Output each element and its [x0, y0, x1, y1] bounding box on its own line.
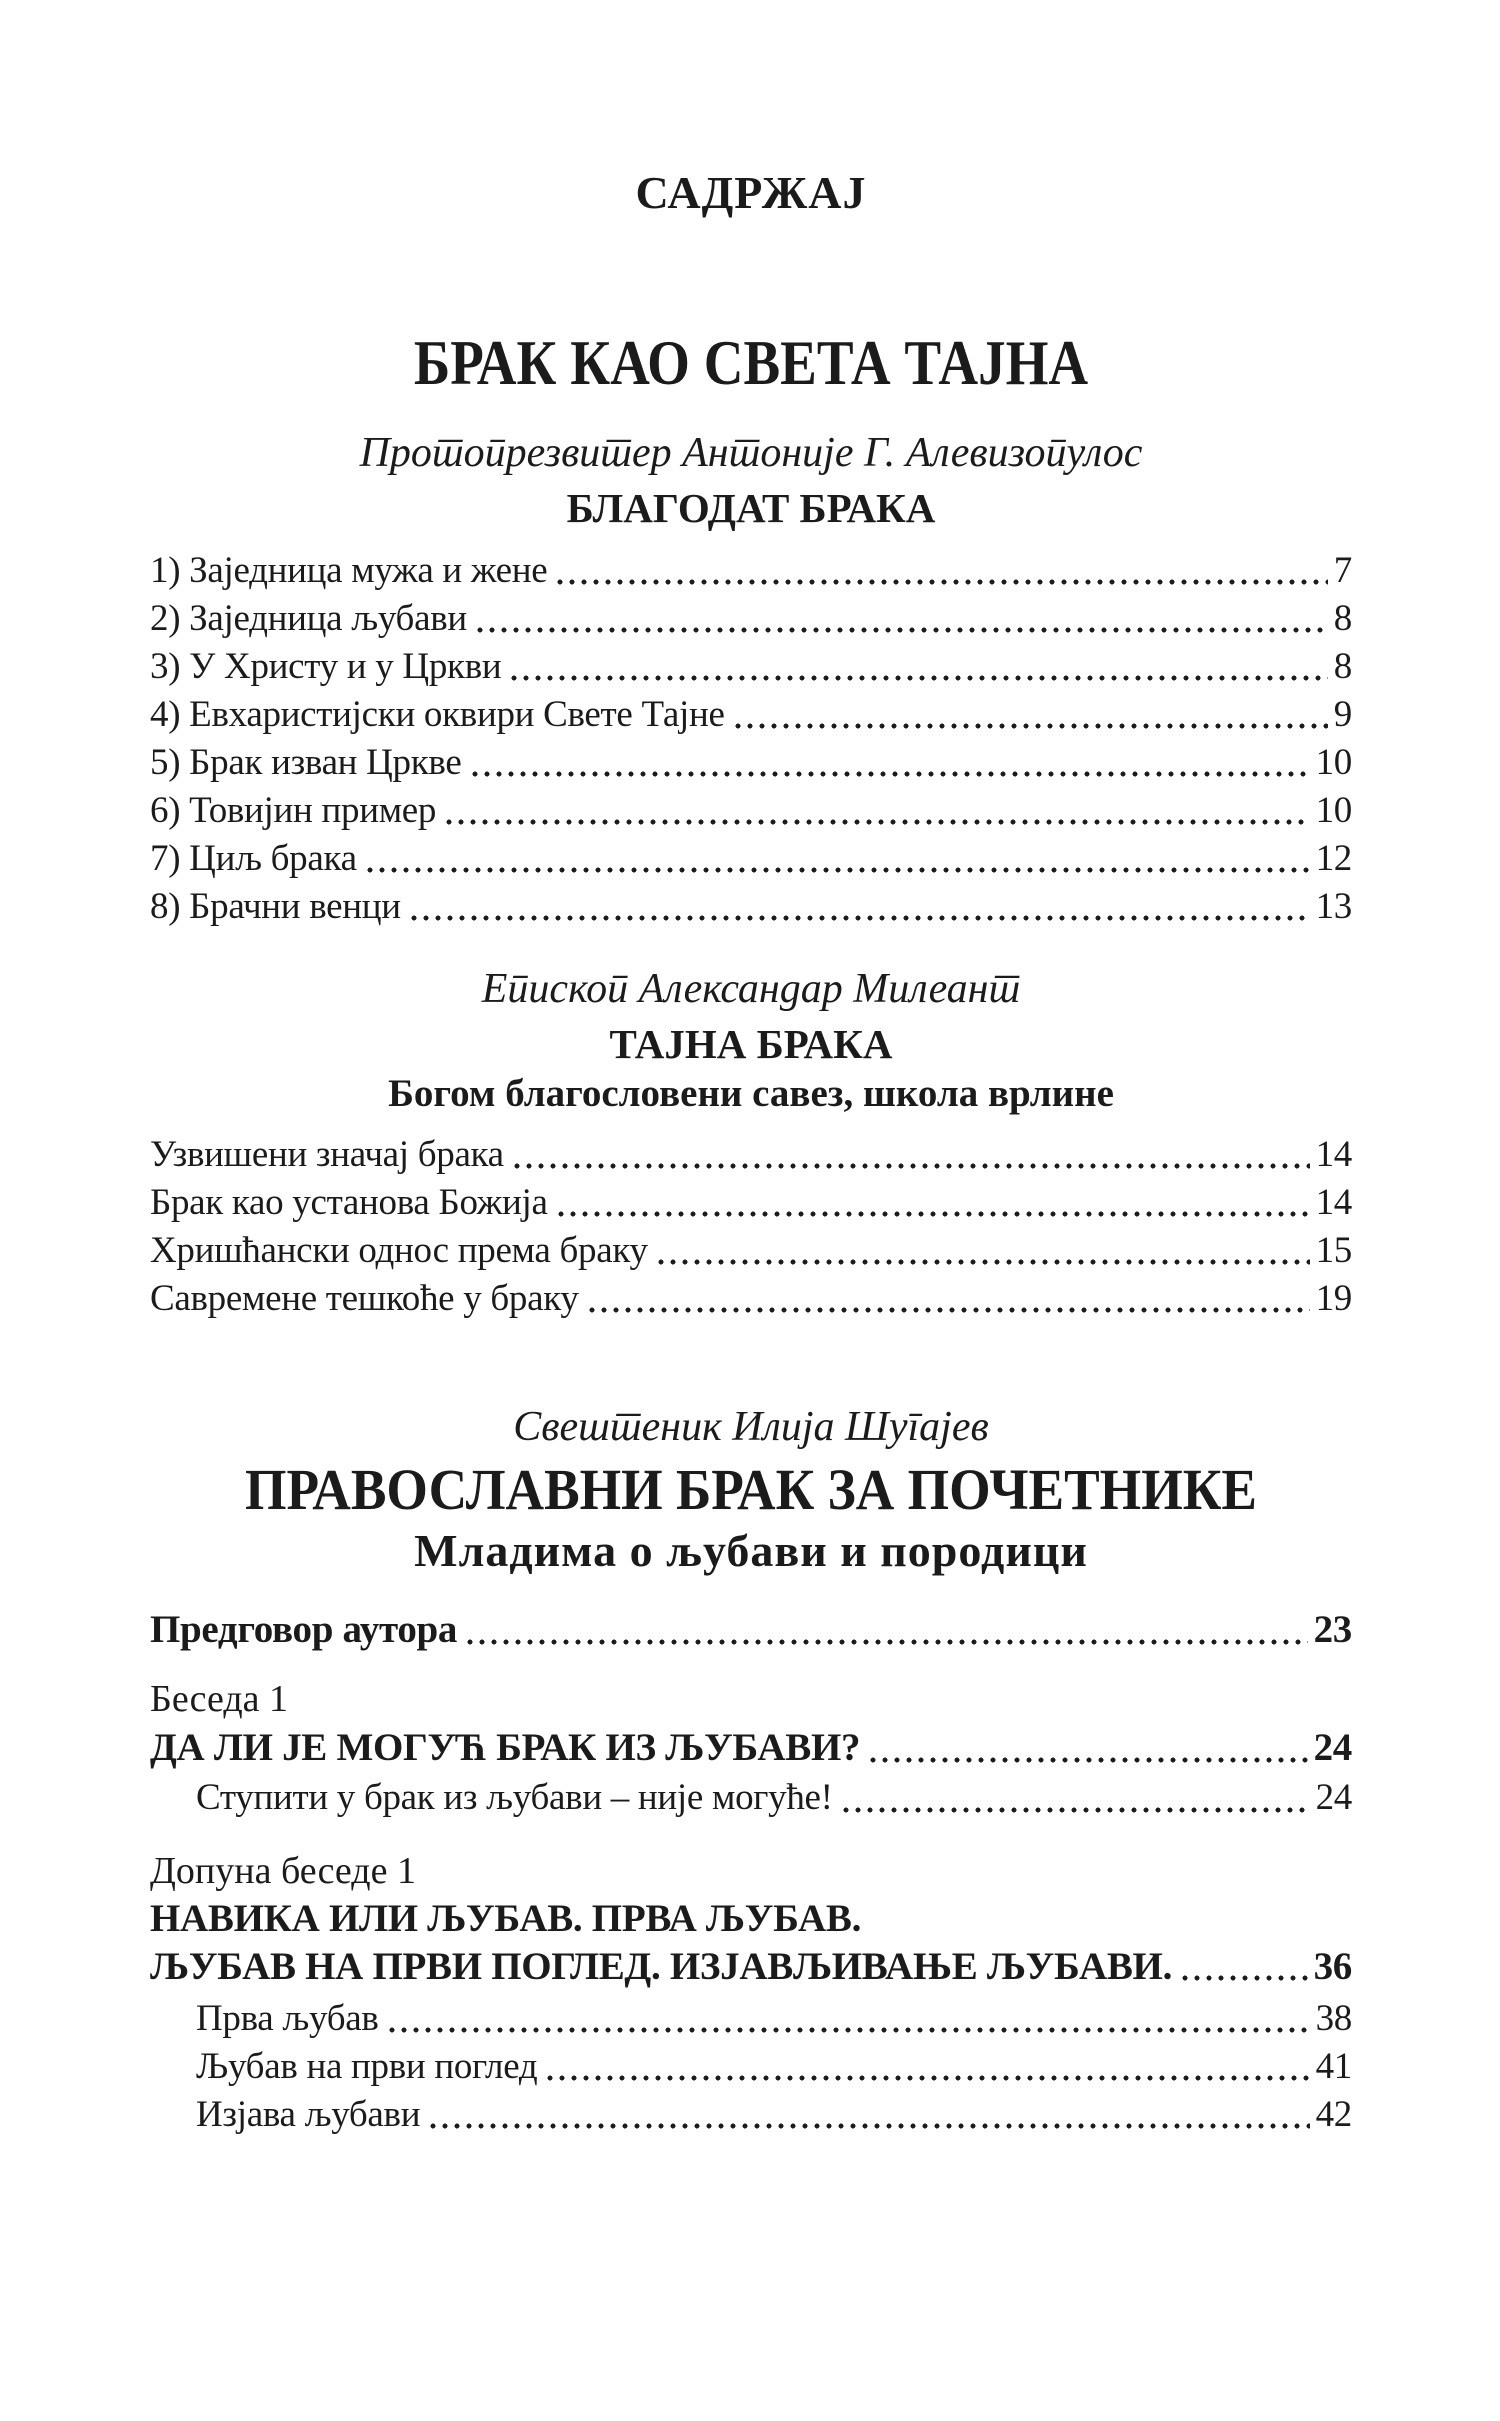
toc-row: [150, 595, 1352, 643]
toc-row: [150, 1943, 1352, 1991]
toc-section-1: [150, 326, 1352, 931]
toc-row: [150, 1723, 1352, 1773]
toc-row: [150, 787, 1352, 835]
toc-row: [150, 1605, 1352, 1655]
toc-page-number: 14: [1315, 1133, 1352, 1175]
toc-list-3: [150, 1605, 1352, 2139]
section-3-subtitle: Младима о љубави и породици: [414, 1524, 1088, 1576]
dot-leader: [367, 866, 1310, 874]
section-3-title: ПРАВОСЛАВНИ БРАК ЗА ПОЧЕТНИКЕ: [245, 1456, 1257, 1522]
dot-leader: [389, 2026, 1310, 2034]
toc-row: [150, 2043, 1352, 2091]
toc-page-number: 24: [1313, 1725, 1352, 1769]
toc-page-number: 42: [1315, 2093, 1352, 2135]
toc-row: [150, 1179, 1352, 1227]
dot-leader: [589, 1306, 1310, 1314]
dot-leader: [446, 818, 1309, 826]
toc-entry-label: Хришћански однос према браку: [150, 1229, 648, 1271]
toc-page-number: 10: [1315, 741, 1352, 783]
toc-entry-label: ЉУБАВ НА ПРВИ ПОГЛЕД. ИЗЈАВЉИВАЊЕ ЉУБАВИ.: [150, 1944, 1173, 1988]
section-2-author: Епископ Александар Милеант: [481, 965, 1021, 1012]
section-2-title: ТАЈНА БРАКА: [609, 1020, 893, 1067]
toc-row: [150, 1895, 1352, 1943]
dot-leader: [658, 1258, 1310, 1266]
dot-leader: [557, 578, 1327, 586]
toc-row: [150, 1131, 1352, 1179]
dot-leader: [514, 1162, 1310, 1170]
toc-row: [150, 547, 1352, 595]
section-1-heading: БРАК КАО СВЕТА ТАЈНА: [413, 326, 1089, 398]
toc-page-number: 36: [1313, 1944, 1352, 1988]
section-1-author: Протопрезвитер Антоније Г. Алевизопулос: [359, 429, 1143, 476]
toc-section-label: Допуна беседе 1: [150, 1849, 416, 1892]
toc-entry-label: Изјава љубави: [196, 2093, 421, 2135]
toc-list-1: [150, 547, 1352, 931]
toc-row: [150, 2091, 1352, 2139]
toc-entry-label: Ступити у брак из љубави – није могуће!: [196, 1776, 833, 1818]
dot-leader: [547, 2074, 1309, 2082]
toc-entry-label: 6) Товијин пример: [150, 789, 437, 831]
toc-row: [150, 643, 1352, 691]
toc-section-label: Беседа 1: [150, 1677, 289, 1720]
dot-leader: [477, 626, 1328, 634]
toc-entry-label: Љубав на први поглед: [196, 2045, 538, 2087]
toc-entry-label: 8) Брачни венци: [150, 885, 401, 927]
toc-entry-label: Савремене тешкоће у браку: [150, 1277, 579, 1319]
toc-page-number: 19: [1315, 1277, 1352, 1319]
toc-row: [150, 1275, 1352, 1323]
toc-page-number: 41: [1315, 2045, 1352, 2087]
toc-page-number: 8: [1333, 645, 1352, 687]
toc-entry-label: ДА ЛИ ЈЕ МОГУЋ БРАК ИЗ ЉУБАВИ?: [150, 1725, 861, 1769]
dot-leader: [430, 2122, 1309, 2130]
toc-page-number: 10: [1315, 789, 1352, 831]
dot-leader: [870, 1756, 1307, 1764]
toc-page-number: 23: [1313, 1607, 1352, 1651]
toc-entry-label: Узвишени значај брака: [150, 1133, 504, 1175]
toc-row: [150, 739, 1352, 787]
toc-page-number: 9: [1333, 693, 1352, 735]
toc-page-number: 12: [1315, 837, 1352, 879]
section-3-author: Свештеник Илија Шугајев: [513, 1403, 989, 1450]
toc-entry-label: 1) Заједница мужа и жене: [150, 549, 548, 591]
toc-entry-label: 7) Циљ брака: [150, 837, 357, 879]
toc-entry-label: Прва љубав: [196, 1997, 379, 2039]
dot-leader: [1182, 1974, 1308, 1982]
dot-leader: [735, 722, 1328, 730]
toc-row: [150, 691, 1352, 739]
toc-entry-label: 4) Евхаристијски оквири Свете Тајне: [150, 693, 725, 735]
toc-page-number: 8: [1333, 597, 1352, 639]
toc-entry-label: 2) Заједница љубави: [150, 597, 467, 639]
toc-page-number: 15: [1315, 1229, 1352, 1271]
toc-page-number: 13: [1315, 885, 1352, 927]
dot-leader: [472, 770, 1310, 778]
toc-page-number: 7: [1333, 549, 1352, 591]
toc-page-number: 14: [1315, 1181, 1352, 1223]
contents-title: САДРЖАЈ: [635, 167, 867, 218]
toc-section-3: [150, 1401, 1352, 2139]
toc-entry-label: 5) Брак изван Цркве: [150, 741, 462, 783]
toc-entry-label: Брак као установа Божија: [150, 1181, 548, 1223]
toc-entry-label: НАВИКА ИЛИ ЉУБАВ. ПРВА ЉУБАВ.: [150, 1896, 862, 1940]
toc-row: [150, 1773, 1352, 1823]
toc-page-number: 24: [1315, 1776, 1352, 1818]
dot-leader: [843, 1806, 1310, 1814]
toc-row: [150, 1995, 1352, 2043]
toc-row: [150, 1227, 1352, 1275]
toc-list-2: [150, 1131, 1352, 1323]
dot-leader: [467, 1638, 1307, 1646]
toc-entry-label: 3) У Христу и у Цркви: [150, 645, 502, 687]
toc-page-number: 38: [1315, 1997, 1352, 2039]
section-2-subtitle: Богом благословени савез, школа врлине: [388, 1071, 1114, 1115]
section-1-subtitle: БЛАГОДАТ БРАКА: [566, 484, 936, 531]
toc-row: [150, 835, 1352, 883]
dot-leader: [511, 674, 1327, 682]
toc-section-2: [150, 963, 1352, 1323]
toc-entry-label: Предговор аутора: [150, 1607, 458, 1651]
dot-leader: [558, 1210, 1310, 1218]
dot-leader: [411, 914, 1310, 922]
toc-row: [150, 883, 1352, 931]
